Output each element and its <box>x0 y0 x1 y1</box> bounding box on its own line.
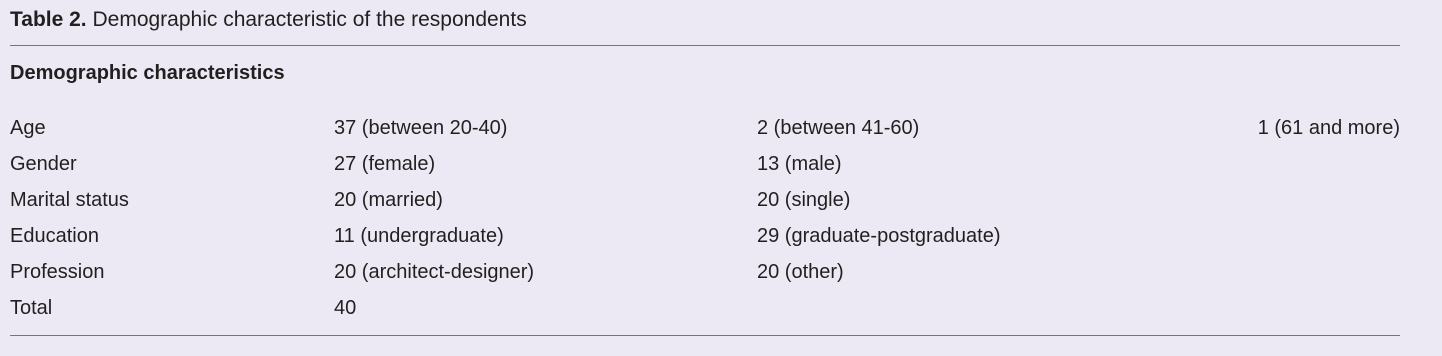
row-label: Age <box>10 117 46 139</box>
table-cell: 20 (single) <box>757 189 851 211</box>
table-bottom-rule <box>10 335 1400 336</box>
row-label: Marital status <box>10 189 129 211</box>
table-cell: 1 (61 and more) <box>1257 117 1400 139</box>
table-cell: 20 (architect-designer) <box>334 261 535 283</box>
table-top-rule <box>10 45 1400 46</box>
table-caption-label: Table 2. <box>10 8 87 31</box>
table-cell: 11 (undergraduate) <box>334 225 504 247</box>
table-cell: 2 (between 41-60) <box>757 117 920 139</box>
table-row <box>10 259 1400 295</box>
table-caption <box>10 7 527 33</box>
table-row <box>10 115 1400 151</box>
table-row <box>10 151 1400 187</box>
table-row <box>10 223 1400 259</box>
table-caption-text: Demographic characteristic of the respondents <box>86 8 527 31</box>
table-header: Demographic characteristics <box>10 62 285 84</box>
demographics-table <box>10 0 1400 356</box>
row-label: Profession <box>10 261 105 283</box>
row-label: Education <box>10 225 99 247</box>
table-cell: 13 (male) <box>757 153 842 175</box>
table-row <box>10 295 1400 331</box>
table-row <box>10 187 1400 223</box>
table-cell: 40 <box>334 297 357 319</box>
table-cell: 20 (married) <box>334 189 443 211</box>
table-body <box>10 115 1400 331</box>
table-cell: 27 (female) <box>334 153 436 175</box>
row-label: Gender <box>10 153 77 175</box>
row-label: Total <box>10 297 53 319</box>
table-cell: 29 (graduate-postgraduate) <box>757 225 1001 247</box>
table-cell: 20 (other) <box>757 261 844 283</box>
table-cell: 37 (between 20-40) <box>334 117 508 139</box>
